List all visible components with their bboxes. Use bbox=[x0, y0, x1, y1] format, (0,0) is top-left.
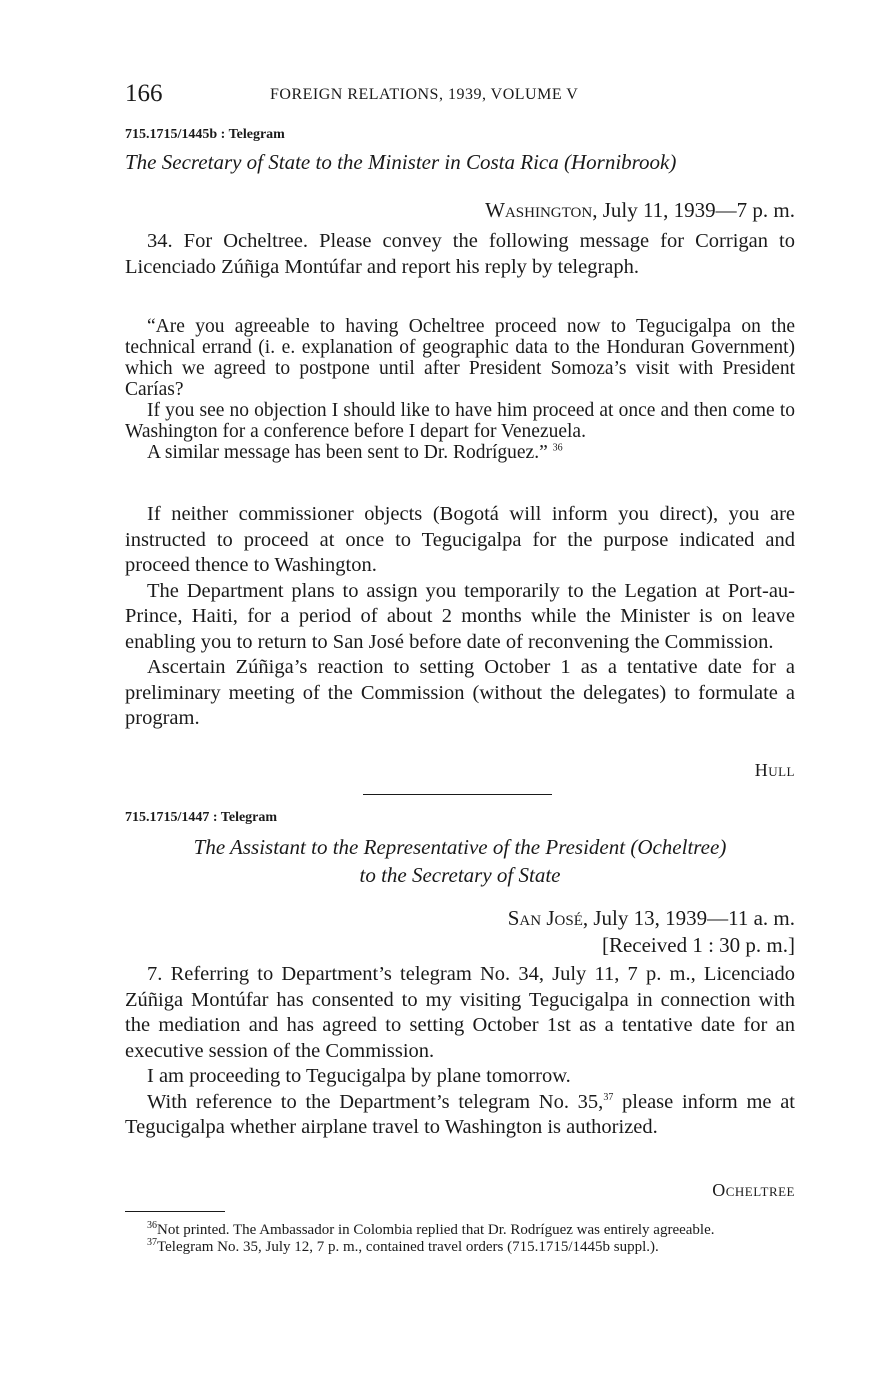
footnote-ref-36: 36 bbox=[552, 442, 563, 454]
doc1-paragraph-1: 34. For Ocheltree. Please convey the following message for Corrigan to Licenciado Zúñiga Montúfar and report his reply by telegraph. bbox=[125, 230, 795, 278]
doc2-paragraph-2: I am proceeding to Tegucigalpa by plane tomorrow. bbox=[147, 1065, 571, 1087]
running-header bbox=[125, 80, 795, 110]
footnote-36-text: Not printed. The Ambassador in Colombia replied that Dr. Rodríguez was entirely agreeable. bbox=[157, 1222, 715, 1238]
doc2-received: [Received 1 : 30 p. m.] bbox=[601, 933, 795, 957]
doc1-file-reference: 715.1715/1445b : Telegram bbox=[125, 127, 285, 142]
doc2-date: , July 13, 1939—11 a. m. bbox=[582, 906, 795, 930]
footnote-rule bbox=[125, 1211, 225, 1212]
footnote-ref-37: 37 bbox=[603, 1091, 614, 1103]
doc2-dateline bbox=[125, 905, 795, 959]
doc1-dateline bbox=[125, 198, 795, 223]
doc2-title bbox=[125, 833, 795, 889]
page-number: 166 bbox=[125, 80, 163, 107]
doc2-title-line-1: The Assistant to the Representative of the President (Ocheltree) bbox=[193, 835, 727, 859]
doc2-file-reference: 715.1715/1447 : Telegram bbox=[125, 810, 278, 825]
doc2-place: San José bbox=[507, 906, 583, 930]
running-title: FOREIGN RELATIONS, 1939, VOLUME V bbox=[270, 86, 579, 103]
doc2-title-line-2: to the Secretary of State bbox=[359, 863, 561, 887]
doc1-body bbox=[125, 502, 795, 732]
section-divider bbox=[363, 794, 552, 795]
doc1-quote-3 bbox=[125, 442, 795, 463]
doc2-paragraph-1: 7. Referring to Department’s telegram No. 34, July 11, 7 p. m., Licenciado Zúñiga Montúfar has consented to my visiting Tegucigalpa in connection with the mediation and has agreed to setting October 1st as a tentative date for an executive session of the Commission. bbox=[125, 963, 795, 1062]
doc1-quote-3-text: A similar message has been sent to Dr. Rodríguez.” bbox=[147, 442, 548, 463]
footnote-37-text: Telegram No. 35, July 12, 7 p. m., contained travel orders (715.1715/1445b suppl.). bbox=[157, 1239, 659, 1255]
doc1-place: Washington bbox=[485, 198, 593, 222]
doc1-paragraph-4: Ascertain Zúñiga’s reaction to setting October 1 as a tentative date for a preliminary meeting of the Commission (without the delegates) to formulate a program. bbox=[125, 656, 795, 729]
doc1-paragraph-2: If neither commissioner objects (Bogotá will inform you direct), you are instructed to proceed at once to Tegucigalpa for the purpose indicated and proceed thence to Washington. bbox=[125, 503, 795, 576]
doc1-signature: Hull bbox=[754, 760, 795, 780]
doc2-paragraph-3 bbox=[125, 1090, 795, 1141]
doc2-paragraph-3-text-a: With reference to the Department’s telegram No. 35, bbox=[147, 1090, 604, 1113]
doc2-paragraph-3-text-b: please inform me at Tegucigalpa whether airplane travel to Washington is authorized. bbox=[125, 1090, 796, 1138]
doc1-date: , July 11, 1939—7 p. m. bbox=[592, 198, 795, 222]
doc2-signature: Ocheltree bbox=[712, 1180, 795, 1200]
footnote-37 bbox=[125, 1239, 795, 1256]
footnote-37-mark: 37 bbox=[147, 1237, 157, 1248]
footnote-36-mark: 36 bbox=[147, 1220, 157, 1231]
doc1-quote-2: If you see no objection I should like to have him proceed at once and then come to Washington for a conference before I depart for Venezuela. bbox=[125, 400, 795, 442]
doc1-paragraph-3: The Department plans to assign you temporarily to the Legation at Port-au-Prince, Haiti, for a period of about 2 months while the Minister is on leave enabling you to return to San José before date of reconvening the Commission. bbox=[125, 579, 795, 653]
doc1-title: The Secretary of State to the Minister in Costa Rica (Hornibrook) bbox=[125, 150, 677, 174]
footnotes bbox=[125, 1222, 795, 1256]
doc1-quote-1: “Are you agreeable to having Ocheltree proceed now to Tegucigalpa on the technical errand (i. e. explanation of geographic data to the Honduran Government) which we agreed to postpone until after President Somoza’s visit with President Carías? bbox=[125, 316, 795, 400]
doc1-quoted-message bbox=[125, 316, 795, 463]
doc2-body bbox=[125, 962, 795, 1141]
footnote-36 bbox=[125, 1222, 795, 1239]
